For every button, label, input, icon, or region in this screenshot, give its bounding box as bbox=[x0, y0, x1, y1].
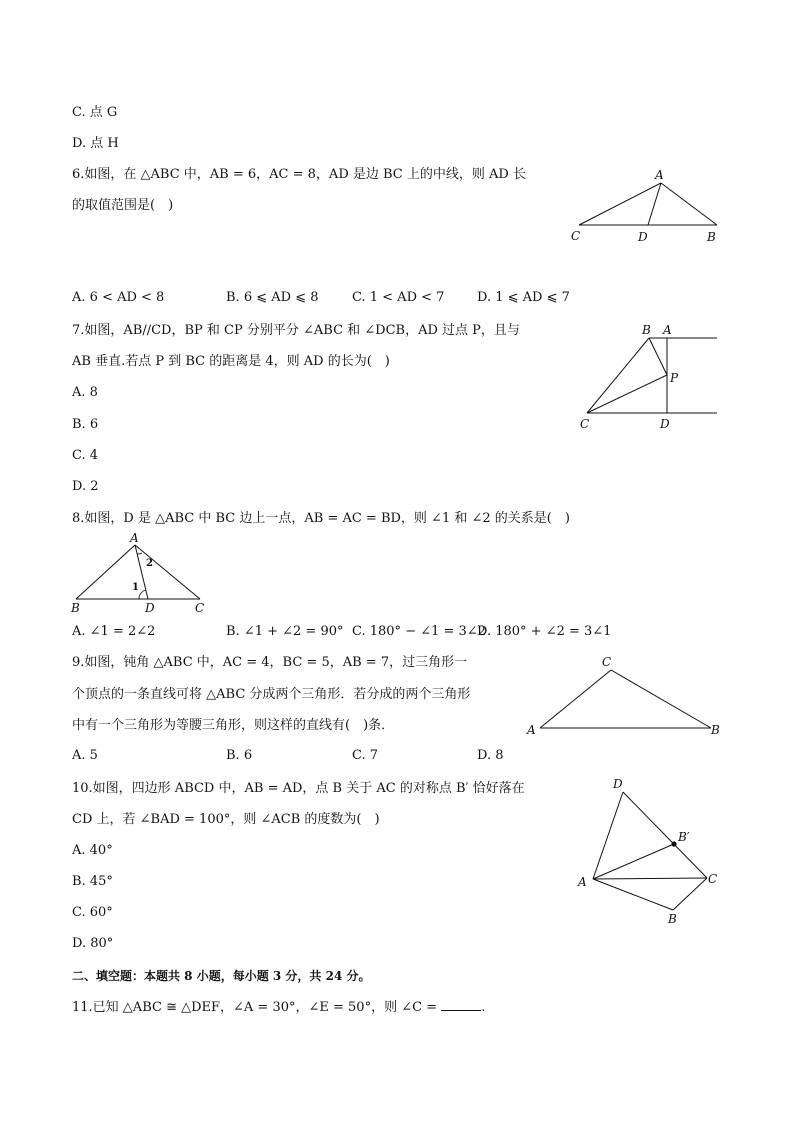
q10-stem-line1: 10.如图，四边形 ABCD 中，AB = AD，点 B 关于 AC 的对称点 B′ 恰好落在 bbox=[72, 781, 525, 796]
q6-segment-ac bbox=[579, 183, 661, 225]
q10-option-a: A. 40° bbox=[72, 843, 113, 858]
q9-stem-line2: 个顶点的一条直线可将 △ABC 分成两个三角形．若分成的两个三角形 bbox=[72, 687, 471, 702]
q8-angle-arc-1 bbox=[139, 590, 146, 599]
q8-figure bbox=[68, 532, 218, 617]
q10-label-d: D bbox=[613, 777, 623, 791]
q9-option-a: A. 5 bbox=[72, 748, 98, 763]
q6-stem-line1: 6.如图，在 △ABC 中，AB = 6，AC = 8，AD 是边 BC 上的中线，则 AD 长 bbox=[72, 167, 526, 182]
q7-option-c: C. 4 bbox=[72, 448, 99, 463]
q10-stem-line2: CD 上，若 ∠BAD = 100°，则 ∠ACB 的度数为( ) bbox=[72, 812, 380, 827]
q8-segment-ba bbox=[76, 545, 135, 599]
q10-option-b: B. 45° bbox=[72, 874, 113, 889]
q8-option-a: A. ∠1 = 2∠2 bbox=[72, 624, 156, 639]
q9-label-b: B bbox=[711, 723, 720, 737]
q9-figure bbox=[522, 655, 727, 740]
q7-stem-line1: 7.如图，AB//CD，BP 和 CP 分别平分 ∠ABC 和 ∠DCB，AD 过点 P，且与 bbox=[72, 323, 520, 338]
q9-segment-cb bbox=[611, 670, 711, 728]
q6-option-a: A. 6 < AD < 8 bbox=[72, 290, 165, 305]
q8-label-c: C bbox=[195, 601, 205, 615]
q6-label-c: C bbox=[571, 229, 581, 243]
q8-label-d: D bbox=[145, 601, 155, 615]
q6-label-d: D bbox=[638, 230, 648, 244]
q7-label-p: P bbox=[670, 371, 679, 385]
q9-stem-line1: 9.如图，钝角 △ABC 中，AC = 4，BC = 5，AB = 7，过三角形一 bbox=[72, 655, 468, 670]
option-d: D. 点 H bbox=[72, 136, 119, 151]
q7-label-a: A bbox=[663, 323, 672, 337]
q6-label-a: A bbox=[655, 168, 664, 182]
q8-option-b: B. ∠1 + ∠2 = 90° bbox=[226, 624, 344, 639]
q10-segment-ad bbox=[593, 792, 623, 879]
section-heading: 二、填空题：本题共 8 小题，每小题 3 分，共 24 分。 bbox=[72, 969, 371, 983]
q10-label-b: B bbox=[668, 912, 677, 926]
q9-label-c: C bbox=[602, 655, 612, 669]
q9-option-d: D. 8 bbox=[477, 748, 504, 763]
q10-segment-bc bbox=[673, 878, 707, 910]
q11-period: . bbox=[481, 1000, 486, 1015]
q6-option-b: B. 6 ⩽ AD ⩽ 8 bbox=[226, 290, 319, 305]
q9-option-c: C. 7 bbox=[352, 748, 379, 763]
q10-segment-ab-prime bbox=[593, 844, 674, 879]
q8-label-a: A bbox=[130, 531, 139, 545]
q9-stem-line3: 中有一个三角形为等腰三角形，则这样的直线有( )条． bbox=[72, 718, 395, 733]
q9-label-a: A bbox=[527, 723, 536, 737]
q10-point-b-prime bbox=[671, 841, 676, 846]
q10-segment-ab bbox=[593, 879, 673, 910]
q7-stem-line2: AB 垂直.若点 P 到 BC 的距离是 4，则 AD 的长为( ) bbox=[72, 354, 390, 369]
q7-option-b: B. 6 bbox=[72, 417, 99, 432]
q9-segment-ac bbox=[540, 670, 611, 728]
q6-option-c: C. 1 < AD < 7 bbox=[352, 290, 445, 305]
q7-figure bbox=[575, 320, 725, 435]
q7-segment-cp bbox=[587, 375, 667, 413]
q10-label-c: C bbox=[708, 872, 718, 886]
q6-stem-line2: 的取值范围是( ) bbox=[72, 198, 174, 213]
q8-label-angle-1: 1 bbox=[132, 582, 139, 593]
q10-figure bbox=[570, 775, 730, 930]
answer-blank[interactable] bbox=[441, 998, 481, 1011]
q11-text: 11.已知 △ABC ≅ △DEF，∠A = 30°，∠E = 50°，则 ∠C = bbox=[72, 1000, 438, 1015]
q8-option-d: D. 180° + ∠2 = 3∠1 bbox=[477, 624, 612, 639]
q8-segment-ac bbox=[135, 545, 200, 599]
q10-option-c: C. 60° bbox=[72, 905, 113, 920]
q8-label-angle-2: 2 bbox=[146, 558, 153, 569]
q8-angle-arc-2 bbox=[137, 553, 142, 554]
q8-label-b: B bbox=[71, 601, 80, 615]
q10-label-a: A bbox=[578, 875, 587, 889]
q6-label-b: B bbox=[707, 230, 716, 244]
q7-label-b: B bbox=[642, 323, 651, 337]
q7-label-d: D bbox=[660, 417, 670, 431]
q9-option-b: B. 6 bbox=[226, 748, 253, 763]
q10-segment-ac bbox=[593, 878, 707, 879]
q6-segment-ab bbox=[661, 183, 717, 225]
q6-segment-ad bbox=[648, 183, 661, 225]
q7-label-c: C bbox=[580, 417, 590, 431]
q6-option-d: D. 1 ⩽ AD ⩽ 7 bbox=[477, 290, 570, 305]
q7-segment-bp bbox=[649, 338, 667, 375]
option-c: C. 点 G bbox=[72, 105, 118, 120]
q6-figure bbox=[565, 165, 725, 250]
q10-segment-dc bbox=[623, 792, 707, 878]
q7-segment-bc bbox=[587, 338, 649, 413]
q8-option-c: C. 180° − ∠1 = 3∠2 bbox=[352, 624, 486, 639]
q7-option-a: A. 8 bbox=[72, 385, 98, 400]
q10-label-b-prime: B′ bbox=[678, 830, 690, 844]
q11-stem bbox=[72, 998, 485, 1017]
q10-option-d: D. 80° bbox=[72, 936, 114, 951]
q7-option-d: D. 2 bbox=[72, 479, 99, 494]
q8-stem: 8.如图，D 是 △ABC 中 BC 边上一点，AB = AC = BD，则 ∠1 和 ∠2 的关系是( ) bbox=[72, 511, 570, 526]
